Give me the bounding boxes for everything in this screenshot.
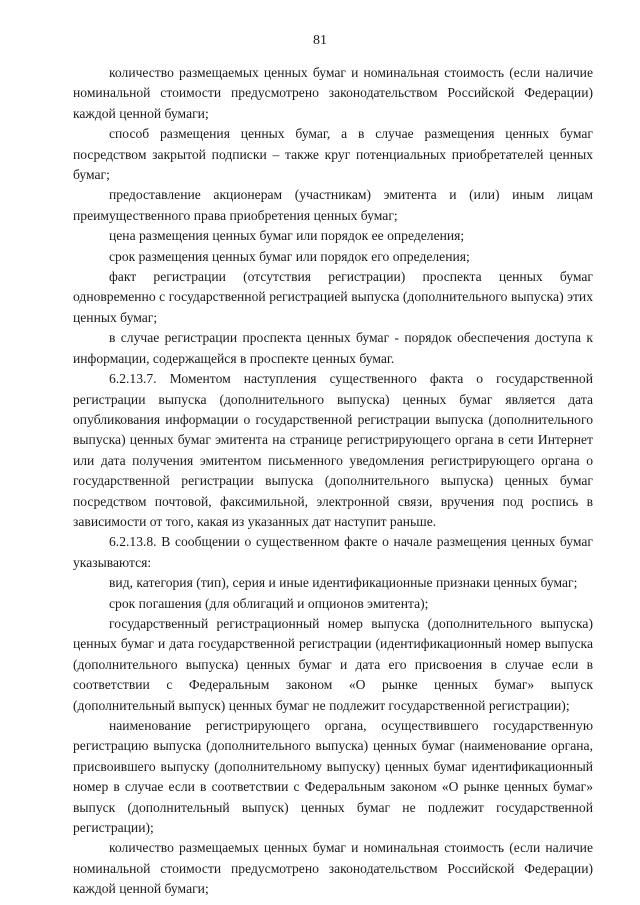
paragraph: факт регистрации (отсутствия регистрации) проспекта ценных бумаг одновременно с государственной регистрацией выпуска (дополнительного выпуска) этих ценных бумаг; bbox=[73, 269, 593, 325]
paragraph: 6.2.13.8. В сообщении о существенном факте о начале размещения ценных бумаг указываются: bbox=[73, 534, 593, 570]
paragraph: способ размещения ценных бумаг, а в случае размещения ценных бумаг посредством закрытой подписки – также круг потенциальных приобретателей ценных бумаг; bbox=[73, 126, 593, 183]
paragraph: срок погашения (для облигаций и опционов эмитента); bbox=[109, 595, 429, 611]
paragraph: наименование регистрирующего органа, осуществившего государственную регистрацию выпуска (дополнительного выпуска) ценных бумаг (наименование органа, присвоившего выпуску (дополнительному выпуску) ценных бумаг идентификационный номер в случае если в соответствии с Федеральным законом «О рынке ценных бумаг» выпуск (дополнительный выпуск) ценных бумаг не подлежит государственной регистрации); bbox=[73, 718, 593, 836]
paragraph: вид, категория (тип), серия и иные идентификационные признаки ценных бумаг; bbox=[109, 575, 578, 591]
document-body bbox=[73, 63, 593, 900]
paragraph: количество размещаемых ценных бумаг и номинальная стоимость (если наличие номинальной стоимости предусмотрено законодательством Российской Федерации) каждой ценной бумаги; bbox=[73, 65, 593, 121]
paragraph: срок размещения ценных бумаг или порядок его определения; bbox=[109, 248, 470, 264]
paragraph: цена размещения ценных бумаг или порядок ее определения; bbox=[109, 228, 465, 244]
paragraph: количество размещаемых ценных бумаг и номинальная стоимость (если наличие номинальной стоимости предусмотрено законодательством Российской Федерации) каждой ценной бумаги; bbox=[73, 840, 593, 897]
page-number: 81 bbox=[313, 33, 327, 48]
paragraph: предоставление акционерам (участникам) эмитента и (или) иным лицам преимущественного права приобретения ценных бумаг; bbox=[73, 187, 593, 223]
paragraph: государственный регистрационный номер выпуска (дополнительного выпуска) ценных бумаг и дата государственной регистрации (идентификационный номер выпуска (дополнительного выпуска) ценных бумаг и дата его присвоения в случае если в соответствии с Федеральным законом «О рынке ценных бумаг» выпуск (дополнительный выпуск) ценных бумаг не подлежит государственной регистрации); bbox=[73, 615, 593, 713]
paragraph: в случае регистрации проспекта ценных бумаг - порядок обеспечения доступа к информации, содержащейся в проспекте ценных бумаг. bbox=[73, 330, 593, 366]
paragraph: 6.2.13.7. Моментом наступления существенного факта о государственной регистрации выпуска (дополнительного выпуска) ценных бумаг является дата опубликования информации о государственной регистрации выпуска (дополнительного выпуска) ценных бумаг эмитента на странице регистрирующего органа в сети Интернет или дата получения эмитентом письменного уведомления регистрирующего органа о государственной регистрации выпуска (дополнительного выпуска) ценных бумаг посредством почтовой, факсимильной, электронной связи, вручения под роспись в зависимости от того, какая из указанных дат наступит раньше. bbox=[73, 371, 593, 529]
